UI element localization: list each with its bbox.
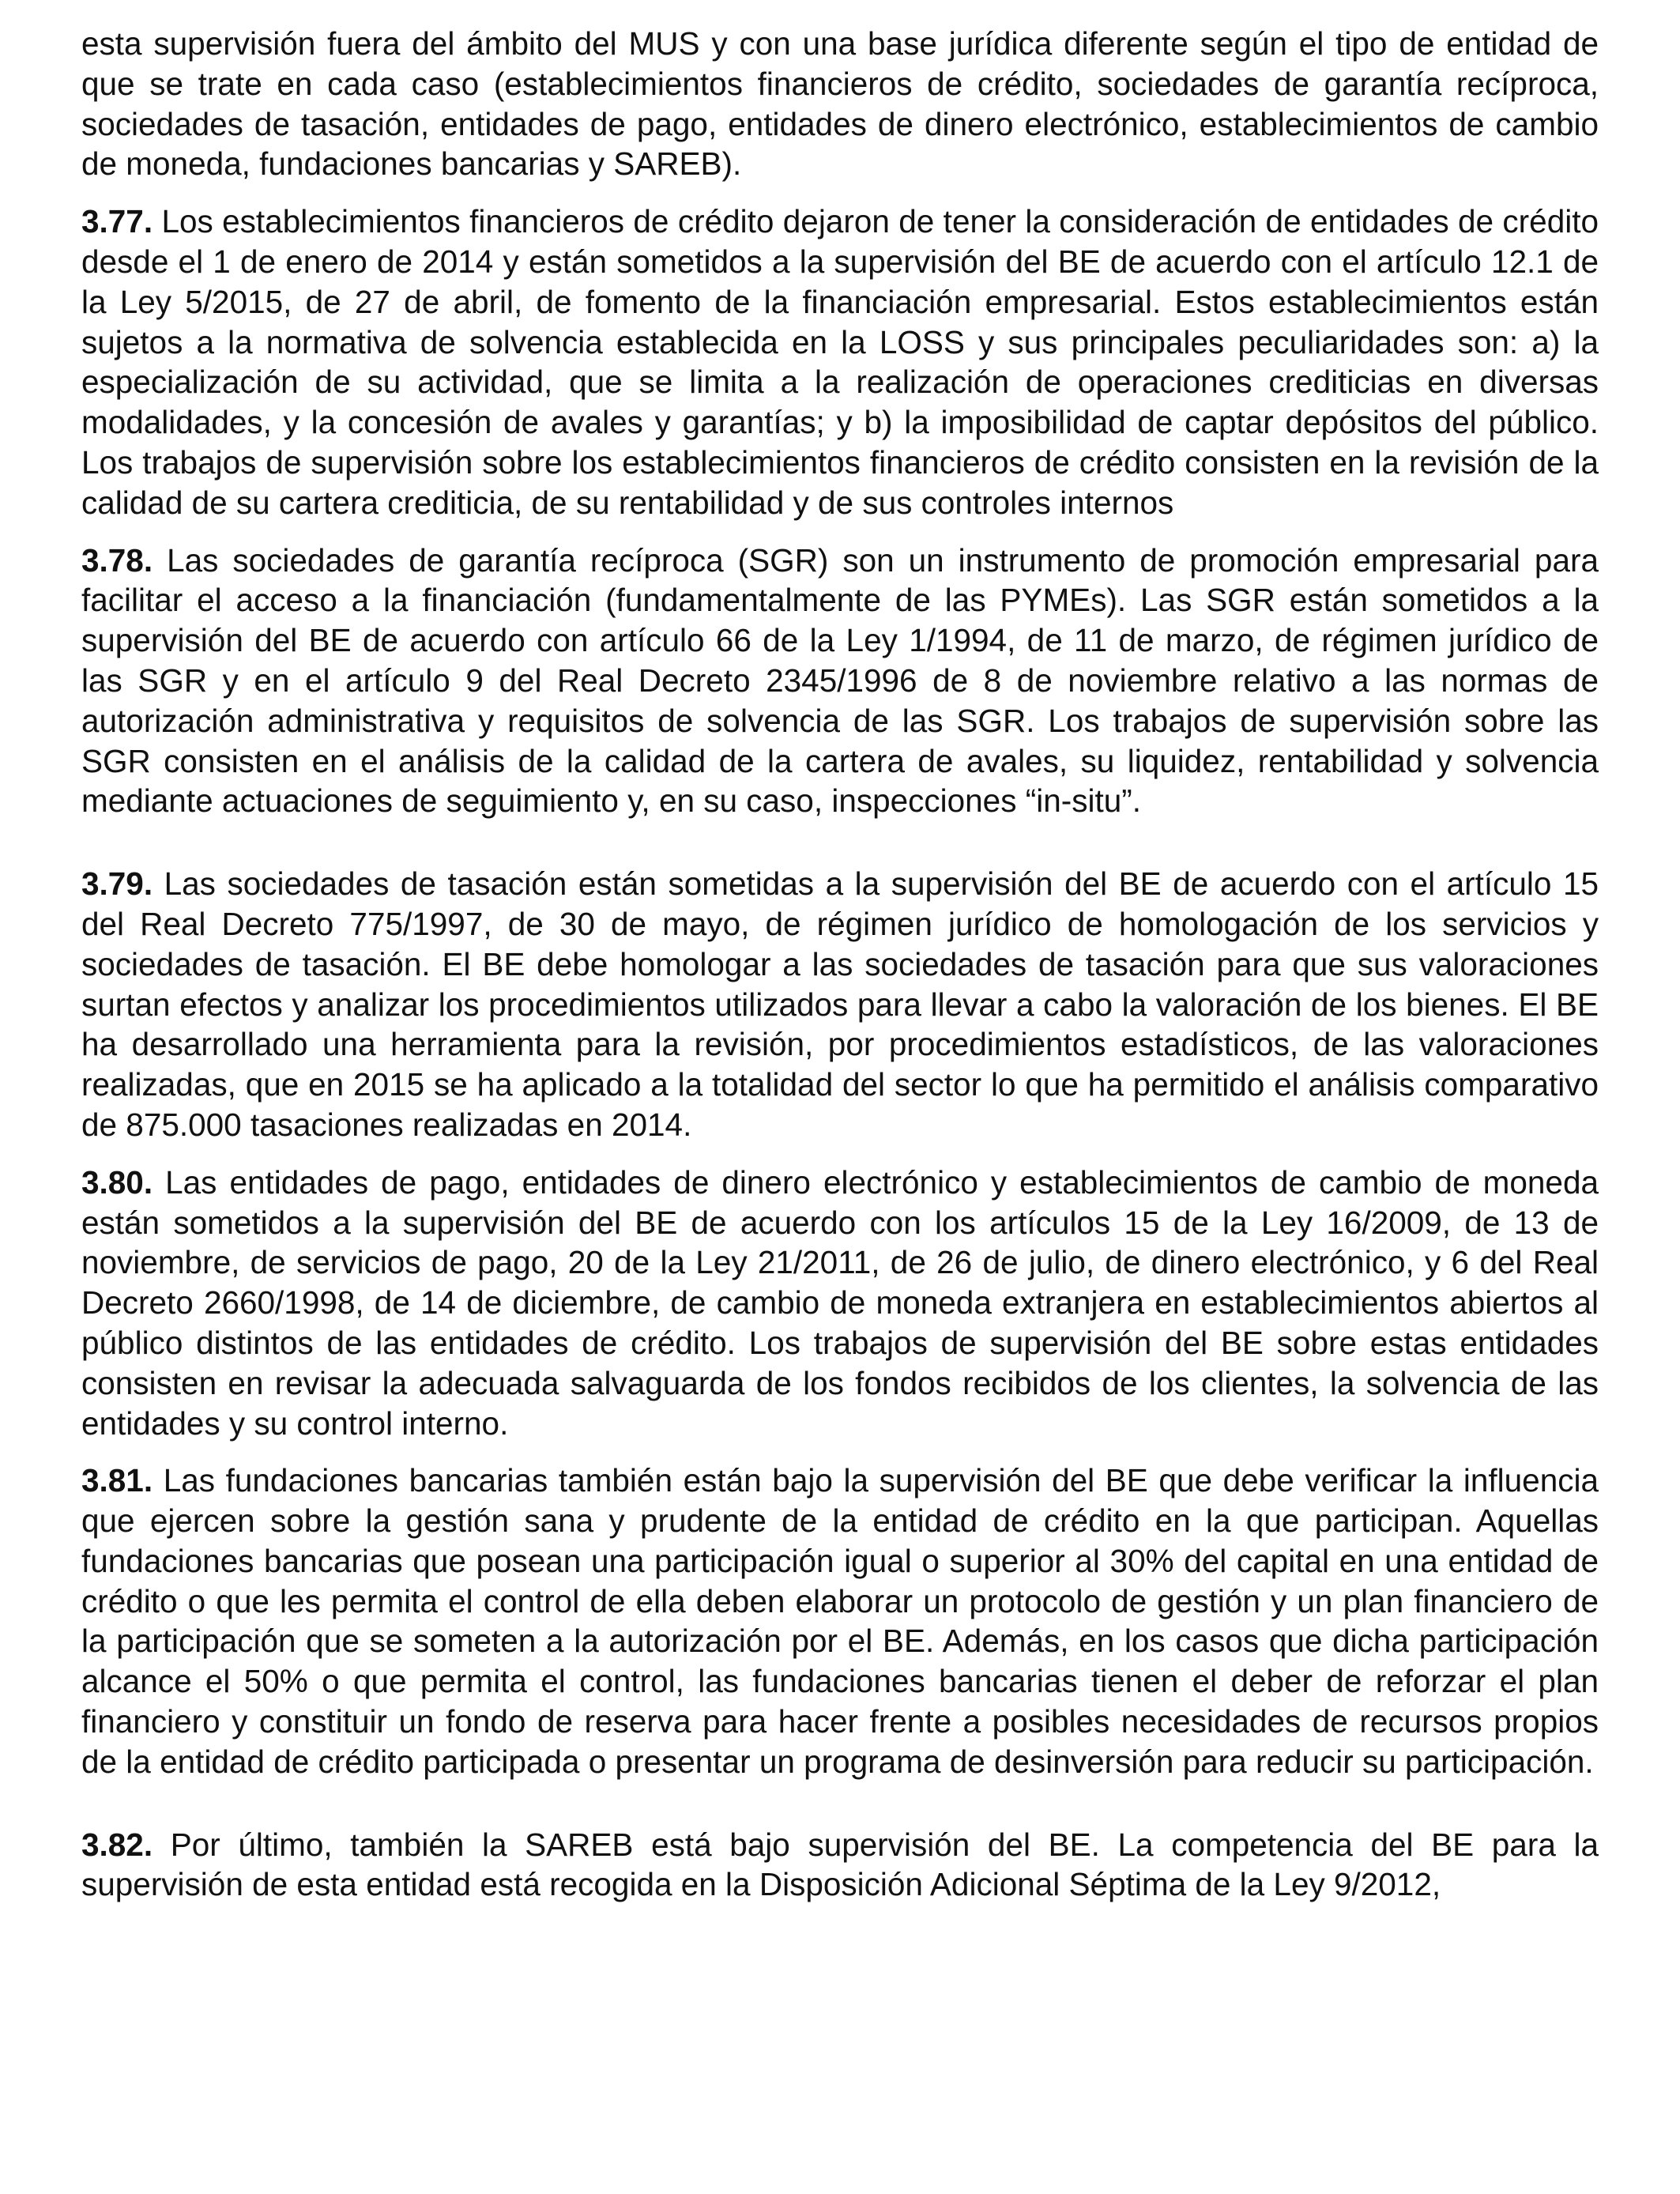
paragraph-text: Por último, también la SAREB está bajo supervisión del BE. La competencia del BE para la supervisión de esta entidad está recogida en la Disposición Adicional Séptima de la Ley 9/2012,: [81, 1826, 1599, 1903]
paragraph-text: esta supervisión fuera del ámbito del MUS y con una base jurídica diferente según el tipo de entidad de que se trate en cada caso (establecimientos financieros de crédito, sociedades de garantía recíproca, sociedades de tasación, entidades de pago, entidades de dinero electrónico, establecimientos de cambio de moneda, fundaciones bancarias y SAREB).: [81, 25, 1599, 183]
paragraph-text: Las sociedades de tasación están sometidas a la supervisión del BE de acuerdo con el artículo 15 del Real Decreto 775/1997, de 30 de mayo, de régimen jurídico de homologación de los servicios y sociedades de tasación. El BE debe homologar a las sociedades de tasación para que sus valoraciones surtan efectos y analizar los procedimientos utilizados para llevar a cabo la valoración de los bienes. El BE ha desarrollado una herramienta para la revisión, por procedimientos estadísticos, de las valoraciones realizadas, que en 2015 se ha aplicado a la totalidad del sector lo que ha permitido el análisis comparativo de 875.000 tasaciones realizadas en 2014.: [81, 865, 1599, 1143]
paragraph-3-80: [81, 1163, 1599, 1444]
paragraph-number: 3.79.: [81, 865, 153, 903]
paragraph-number: 3.78.: [81, 541, 153, 579]
paragraph-continuation: [81, 24, 1599, 184]
paragraph-3-79: [81, 864, 1599, 1145]
paragraph-text: Los establecimientos financieros de crédito dejaron de tener la consideración de entidades de crédito desde el 1 de enero de 2014 y están sometidos a la supervisión del BE de acuerdo con el artículo 12.1 de la Ley 5/2015, de 27 de abril, de fomento de la financiación empresarial. Estos establecimientos están sujetos a la normativa de solvencia establecida en la LOSS y sus principales peculiaridades son: a) la especialización de su actividad, que se limita a la realización de operaciones crediticias en diversas modalidades, y la concesión de avales y garantías; y b) la imposibilidad de captar depósitos del público. Los trabajos de supervisión sobre los establecimientos financieros de crédito consisten en la revisión de la calidad de su cartera crediticia, de su rentabilidad y de sus controles internos: [81, 203, 1599, 521]
paragraph-3-78: [81, 541, 1599, 822]
paragraph-text: Las sociedades de garantía recíproca (SGR) son un instrumento de promoción empresarial para facilitar el acceso a la financiación (fundamentalmente de las PYMEs). Las SGR están sometidos a la supervisión del BE de acuerdo con artículo 66 de la Ley 1/1994, de 11 de marzo, de régimen jurídico de las SGR y en el artículo 9 del Real Decreto 2345/1996 de 8 de noviembre relativo a las normas de autorización administrativa y requisitos de solvencia de las SGR. Los trabajos de supervisión sobre las SGR consisten en el análisis de la calidad de la cartera de avales, su liquidez, rentabilidad y solvencia mediante actuaciones de seguimiento y, en su caso, inspecciones “in-situ”.: [81, 541, 1599, 820]
paragraph-3-81: [81, 1461, 1599, 1781]
paragraph-number: 3.77.: [81, 203, 153, 240]
paragraph-3-77: [81, 202, 1599, 522]
paragraph-text: Las fundaciones bancarias también están bajo la supervisión del BE que debe verificar la influencia que ejercen sobre la gestión sana y prudente de la entidad de crédito en la que participan. Aquellas fundaciones bancarias que posean una participación igual o superior al 30% del capital en una entidad de crédito o que les permita el control de ella deben elaborar un protocolo de gestión y un plan financiero de la participación que se someten a la autorización por el BE. Además, en los casos que dicha participación alcance el 50% o que permita el control, las fundaciones bancarias tienen el deber de reforzar el plan financiero y constituir un fondo de reserva para hacer frente a posibles necesidades de recursos propios de la entidad de crédito participada o presentar un programa de desinversión para reducir su participación.: [81, 1462, 1599, 1780]
document-page: [81, 24, 1599, 1922]
paragraph-number: 3.80.: [81, 1163, 153, 1201]
paragraph-3-82: [81, 1825, 1599, 1906]
paragraph-number: 3.81.: [81, 1462, 153, 1499]
paragraph-number: 3.82.: [81, 1826, 153, 1863]
paragraph-text: Las entidades de pago, entidades de dinero electrónico y establecimientos de cambio de moneda están sometidos a la supervisión del BE de acuerdo con los artículos 15 de la Ley 16/2009, de 13 de noviembre, de servicios de pago, 20 de la Ley 21/2011, de 26 de julio, de dinero electrónico, y 6 del Real Decreto 2660/1998, de 14 de diciembre, de cambio de moneda extranjera en establecimientos abiertos al público distintos de las entidades de crédito. Los trabajos de supervisión del BE sobre estas entidades consisten en revisar la adecuada salvaguarda de los fondos recibidos de los clientes, la solvencia de las entidades y su control interno.: [81, 1163, 1599, 1442]
